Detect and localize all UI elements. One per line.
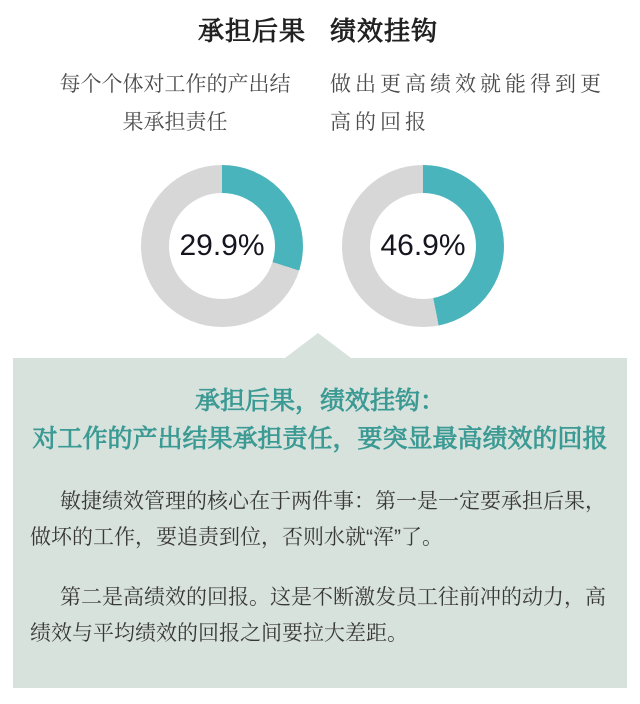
subtitle-line: 高的回报 — [330, 111, 430, 134]
subtitle-line: 每个个体对工作的产出结 — [59, 73, 291, 96]
subtitle-line: 果承担责任 — [122, 111, 228, 134]
column-consequence — [0, 16, 318, 327]
column-title-performance: 绩效挂钩 — [330, 16, 439, 46]
callout-paragraph: 敏捷绩效管理的核心在于两件事：第一是一定要承担后果，做坏的工作，要追责到位，否则水就“浑”了。 — [30, 490, 606, 549]
callout-body — [13, 484, 627, 652]
callout-panel — [13, 358, 627, 688]
donut-chart-consequence — [141, 165, 303, 327]
callout-notch-triangle — [285, 333, 351, 358]
callout-heading-line: 承担后果，绩效挂钩： — [194, 386, 445, 415]
callout-paragraph: 第二是高绩效的回报。这是不断激发员工往前冲的动力，高绩效与平均绩效的回报之间要拉大差距。 — [30, 586, 606, 645]
donut-chart-performance — [342, 165, 504, 327]
column-subtitle-performance — [330, 66, 632, 142]
subtitle-line: 做出更高绩效就能得到更 — [330, 73, 605, 96]
callout-heading — [13, 382, 627, 458]
donut-value-label: 46.9% — [380, 229, 466, 262]
donut-hole — [169, 193, 275, 299]
donut-charts-section — [0, 0, 640, 327]
column-subtitle-consequence — [44, 66, 306, 142]
donut-value-label: 29.9% — [179, 229, 265, 262]
column-performance — [318, 16, 640, 327]
donut-hole — [370, 193, 476, 299]
column-title-consequence: 承担后果 — [197, 16, 306, 46]
callout-heading-line: 对工作的产出结果承担责任，要突显最高绩效的回报 — [32, 424, 608, 453]
